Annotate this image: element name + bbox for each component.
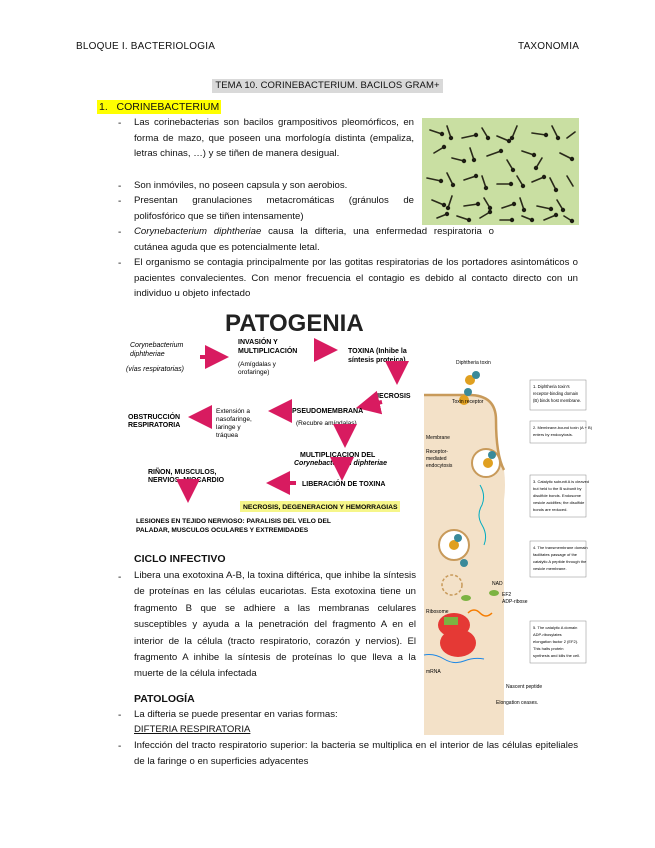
ciclo-heading: CICLO INFECTIVO: [134, 553, 226, 565]
fc-toxina-1: TOXINA (Inhibe la: [348, 348, 407, 355]
label-nad: NAD: [492, 581, 503, 587]
step4-line: vesicle membrane.: [533, 566, 567, 571]
label-nascent-peptide: Nascent peptide: [506, 684, 543, 690]
diphtheria-description: causa la difteria, una enfermedad respiratoria o cutánea aguda que es potencialmente letal.: [134, 226, 495, 253]
fc-obs-1: OBSTRUCCIÓN: [128, 414, 181, 421]
step1-line: receptor-binding domain: [533, 391, 579, 396]
species-name: Corynebacterium diphtheriae: [134, 226, 262, 237]
bullet-dash: -: [118, 710, 122, 721]
bullet-dash: -: [118, 572, 122, 583]
fc-organism-3: (vías respiratorias): [126, 366, 184, 373]
fc-mult-1: MULTIPLICACION DEL: [300, 452, 376, 459]
fc-ext-4: tráquea: [216, 432, 239, 439]
step-box-5: [530, 621, 586, 663]
step-box-3: [530, 475, 589, 517]
adp-ribose-molecule: [489, 590, 499, 596]
bacteria-micrograph: [422, 118, 579, 225]
label-mrna: mRNA: [426, 669, 441, 675]
ef2-box: [444, 617, 458, 625]
label-ribosome: Ribosome: [426, 609, 449, 615]
step4-line: catalytic A peptide through the: [533, 559, 587, 564]
bullet-dash: -: [118, 227, 122, 238]
step1-line: (B) binds host membrane.: [533, 398, 582, 403]
step2-line: 2. Membrane-bound toxin (A + B): [533, 425, 593, 430]
section-number: 1.: [99, 101, 108, 113]
toxin-mechanism-diagram: [424, 355, 593, 735]
step-box-1: [530, 380, 586, 410]
fc-invasion-2: MULTIPLICACIÓN: [238, 348, 298, 355]
fc-arrow: [360, 402, 382, 407]
fc-invasion-4: orofaringe): [238, 369, 270, 376]
fc-organism-2: diphtheriae: [130, 351, 165, 358]
fc-mult-2: Corynebacterium diphteriae: [294, 460, 387, 467]
label-receptor-2: mediated: [426, 456, 447, 462]
pathogenesis-flowchart: [120, 305, 420, 550]
bullet-granules: Presentan granulaciones metacromáticas (gránulos de polifosfórico que se tiñen intensamente): [134, 195, 414, 222]
label-receptor-1: Receptor-: [426, 449, 448, 455]
fc-rinon-1: RIÑON, MUSCULOS,: [148, 469, 217, 476]
patologia-heading: PATOLOGÍA: [134, 693, 195, 705]
step3-line: bonds are reduced.: [533, 507, 568, 512]
header-right: TAXONOMIA: [518, 41, 580, 52]
step-box-4: [530, 541, 588, 577]
step-box-2: [530, 421, 593, 443]
fc-liberacion: LIBERACIÓN DE TOXINA: [302, 481, 386, 488]
fc-invasion-3: (Amígdalas y: [238, 361, 276, 368]
bullet-dash: -: [118, 741, 122, 752]
step3-line: vesicle acidifies; the disulfide: [533, 500, 585, 505]
fc-lesiones-1: LESIONES EN TEJIDO NERVIOSO: PARALISIS DEL VELO DEL: [136, 518, 331, 525]
fc-ext-3: laringe y: [216, 424, 241, 431]
label-ef2: EF2: [502, 592, 512, 598]
bullet-dash: -: [118, 181, 122, 192]
step4-line: facilitates passage of the: [533, 552, 578, 557]
patogenia-title: PATOGENIA: [225, 310, 364, 337]
fc-lesiones-2: PALADAR, MUSCULOS OCULARES Y EXTREMIDADES: [136, 527, 309, 534]
section-label: CORINEBACTERIUM: [116, 101, 220, 113]
bullet-dash: -: [118, 118, 122, 129]
fc-rinon-2: NERVIOS, MIOCARDIO: [148, 477, 225, 484]
fc-invasion-1: INVASIÓN Y: [238, 339, 278, 346]
label-diphtheria-toxin: Diphtheria toxin: [456, 360, 491, 366]
bullet-motility: Son inmóviles, no poseen capsula y son aerobios.: [134, 180, 348, 191]
fc-ext-1: Extensión a: [216, 408, 250, 415]
step3-line: 3. Catalytic subunit A is cleaved: [533, 479, 590, 484]
fc-ext-2: nasofaringe,: [216, 416, 252, 423]
step1-line: 1. Diphtheria toxin's: [533, 384, 570, 389]
step3-line: disulfide bonds. Endosome: [533, 493, 582, 498]
page-title: TEMA 10. CORINEBACTERIUM. BACILOS GRAM+: [212, 79, 443, 93]
fc-obs-2: RESPIRATORIA: [128, 422, 181, 429]
toxin-fragment-a: [460, 559, 468, 567]
difteria-respiratoria-heading: DIFTERIA RESPIRATORIA: [134, 724, 251, 735]
label-receptor-3: endocytosis: [426, 463, 453, 469]
ciclo-text: Libera una exotoxina A-B, la toxina diftérica, que inhibe la síntesis de proteínas en las células eucariotas. Esta exotoxina tiene un fragmento B que se adhiere a las membranas celulares susceptibles y ayuda a la penetración del fragmento A en el interior de la célula (tracto respiratorio, corazón y nervios). El fragmento A inhibe la síntesis de proteínas lo que lleva a la muerte de la célula infectada: [134, 570, 416, 680]
bullet-morphology: Las corinebacterias son bacilos grampositivos pleomórficos, en forma de mazo, que poseen una morfología distinta (empaliza, letras chinas, …) y se tiñen de manera desigual.: [134, 117, 414, 159]
fc-necro-deg: NECROSIS, DEGENERACION Y HEMORRAGIAS: [243, 504, 398, 511]
ef2-molecule: [461, 595, 471, 601]
step5-line: ADP-ribosylates: [533, 632, 562, 637]
step5-line: This halts protein: [533, 646, 564, 651]
bullet-dash: -: [118, 258, 122, 269]
patologia-infection: Infección del tracto respiratorio superior: la bacteria se multiplica en el interior de las células epiteliales de la faringe o en superficies adyacentes: [134, 740, 578, 767]
fc-necrosis: NECROSIS: [374, 393, 411, 400]
step5-line: elongation factor 2 (EF2).: [533, 639, 579, 644]
fc-toxina-2: síntesis proteica): [348, 357, 406, 364]
ribosome-icon: [440, 629, 476, 657]
fc-organism-1: Corynebacterium: [130, 342, 184, 349]
section-heading: [97, 100, 221, 114]
patologia-forms: La difteria se puede presentar en varias formas:: [134, 709, 338, 720]
bullet-diphtheria: [134, 224, 494, 255]
label-elongation: Elongation ceases.: [496, 700, 539, 706]
label-membrane: Membrane: [426, 435, 450, 441]
fc-pseudo-1: PSEUDOMEMBRANA: [292, 408, 364, 415]
bullet-contagion: El organismo se contagia principalmente por las gotitas respiratorias de los portadores asintomáticos o pacientes convalecientes. Con menor frecuencia el contagio es debido al contacto directo con un individuo u objeto infectado: [134, 257, 578, 299]
step2-line: enters by endocytosis.: [533, 432, 573, 437]
label-adp-ribose: ADP-ribose: [502, 599, 528, 605]
step3-line: but held to the B subunit by: [533, 486, 582, 491]
bullet-dash: -: [118, 196, 122, 207]
toxin-molecule: [465, 371, 480, 385]
step5-line: 5. The catalytic A domain: [533, 625, 578, 630]
step4-line: 4. The transmembrane domain: [533, 545, 588, 550]
header-left: BLOQUE I. BACTERIOLOGIA: [76, 41, 216, 52]
step5-line: synthesis and kills the cell.: [533, 653, 581, 658]
label-toxin-receptor: Toxin receptor: [452, 399, 484, 405]
fc-pseudo-2: (Recubre amígdalas): [296, 420, 357, 427]
